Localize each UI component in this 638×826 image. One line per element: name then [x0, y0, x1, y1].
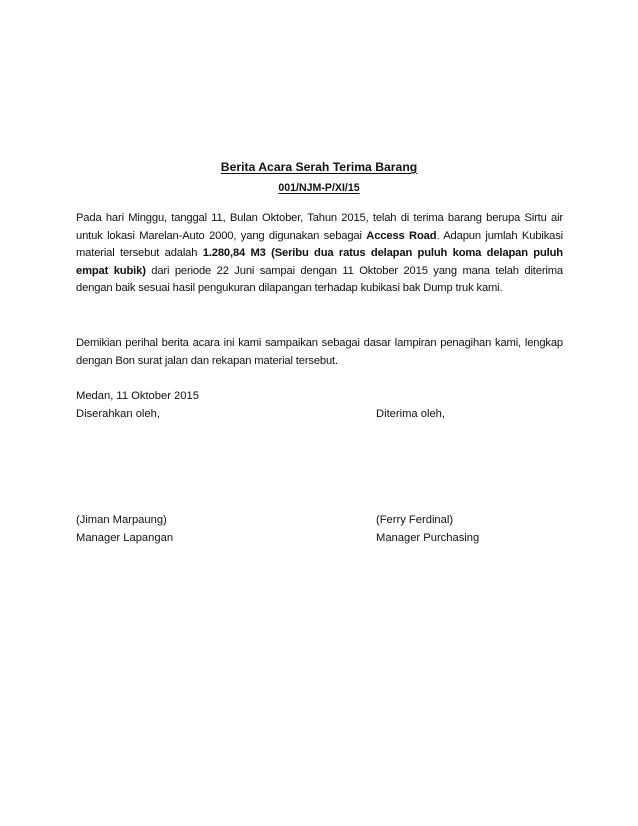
signer-right-name: (Ferry Ferdinal): [376, 514, 454, 526]
paragraph-1: [76, 210, 563, 298]
paragraph-2: Demikian perihal berita acara ini kami sampaikan sebagai dasar lampiran penagihan kami, lengkap dengan Bon surat jalan dan rekapan material tersebut.: [76, 337, 563, 367]
paragraph-1-bold-1: Access Road: [366, 229, 437, 242]
signer-left-title: Manager Lapangan: [76, 532, 174, 544]
paragraph-1-text-2: . Adapun jumlah Kubikasi material tersebut adalah: [76, 229, 564, 260]
handed-by-label: Diserahkan oleh,: [76, 408, 160, 420]
paragraph-1-text-1: Pada hari Minggu, tanggal 11, Bulan Oktober, Tahun 2015, telah di terima barang berupa Sirtu air untuk lokasi Marelan-Auto 2000, yang digunakan sebagai: [76, 212, 563, 242]
document-number: 001/NJM-P/XI/15: [278, 182, 360, 194]
signer-left-name: (Jiman Marpaung): [76, 514, 167, 526]
received-by-label: Diterima oleh,: [376, 408, 446, 420]
paragraph-1-bold-2: 1.280,84 M3 (Seribu dua ratus delapan puluh koma delapan puluh empat kubik): [76, 247, 563, 277]
document-title: Berita Acara Serah Terima Barang: [220, 160, 418, 174]
signer-right-title: Manager Purchasing: [376, 532, 480, 544]
paragraph-1-text-3: dari periode 22 Juni sampai dengan 11 Oktober 2015 yang mana telah diterima dengan baik sesuai hasil pengukuran dilapangan terhadap kubikasi bak Dump truk kami.: [76, 264, 563, 295]
place-date: Medan, 11 Oktober 2015: [76, 390, 199, 402]
